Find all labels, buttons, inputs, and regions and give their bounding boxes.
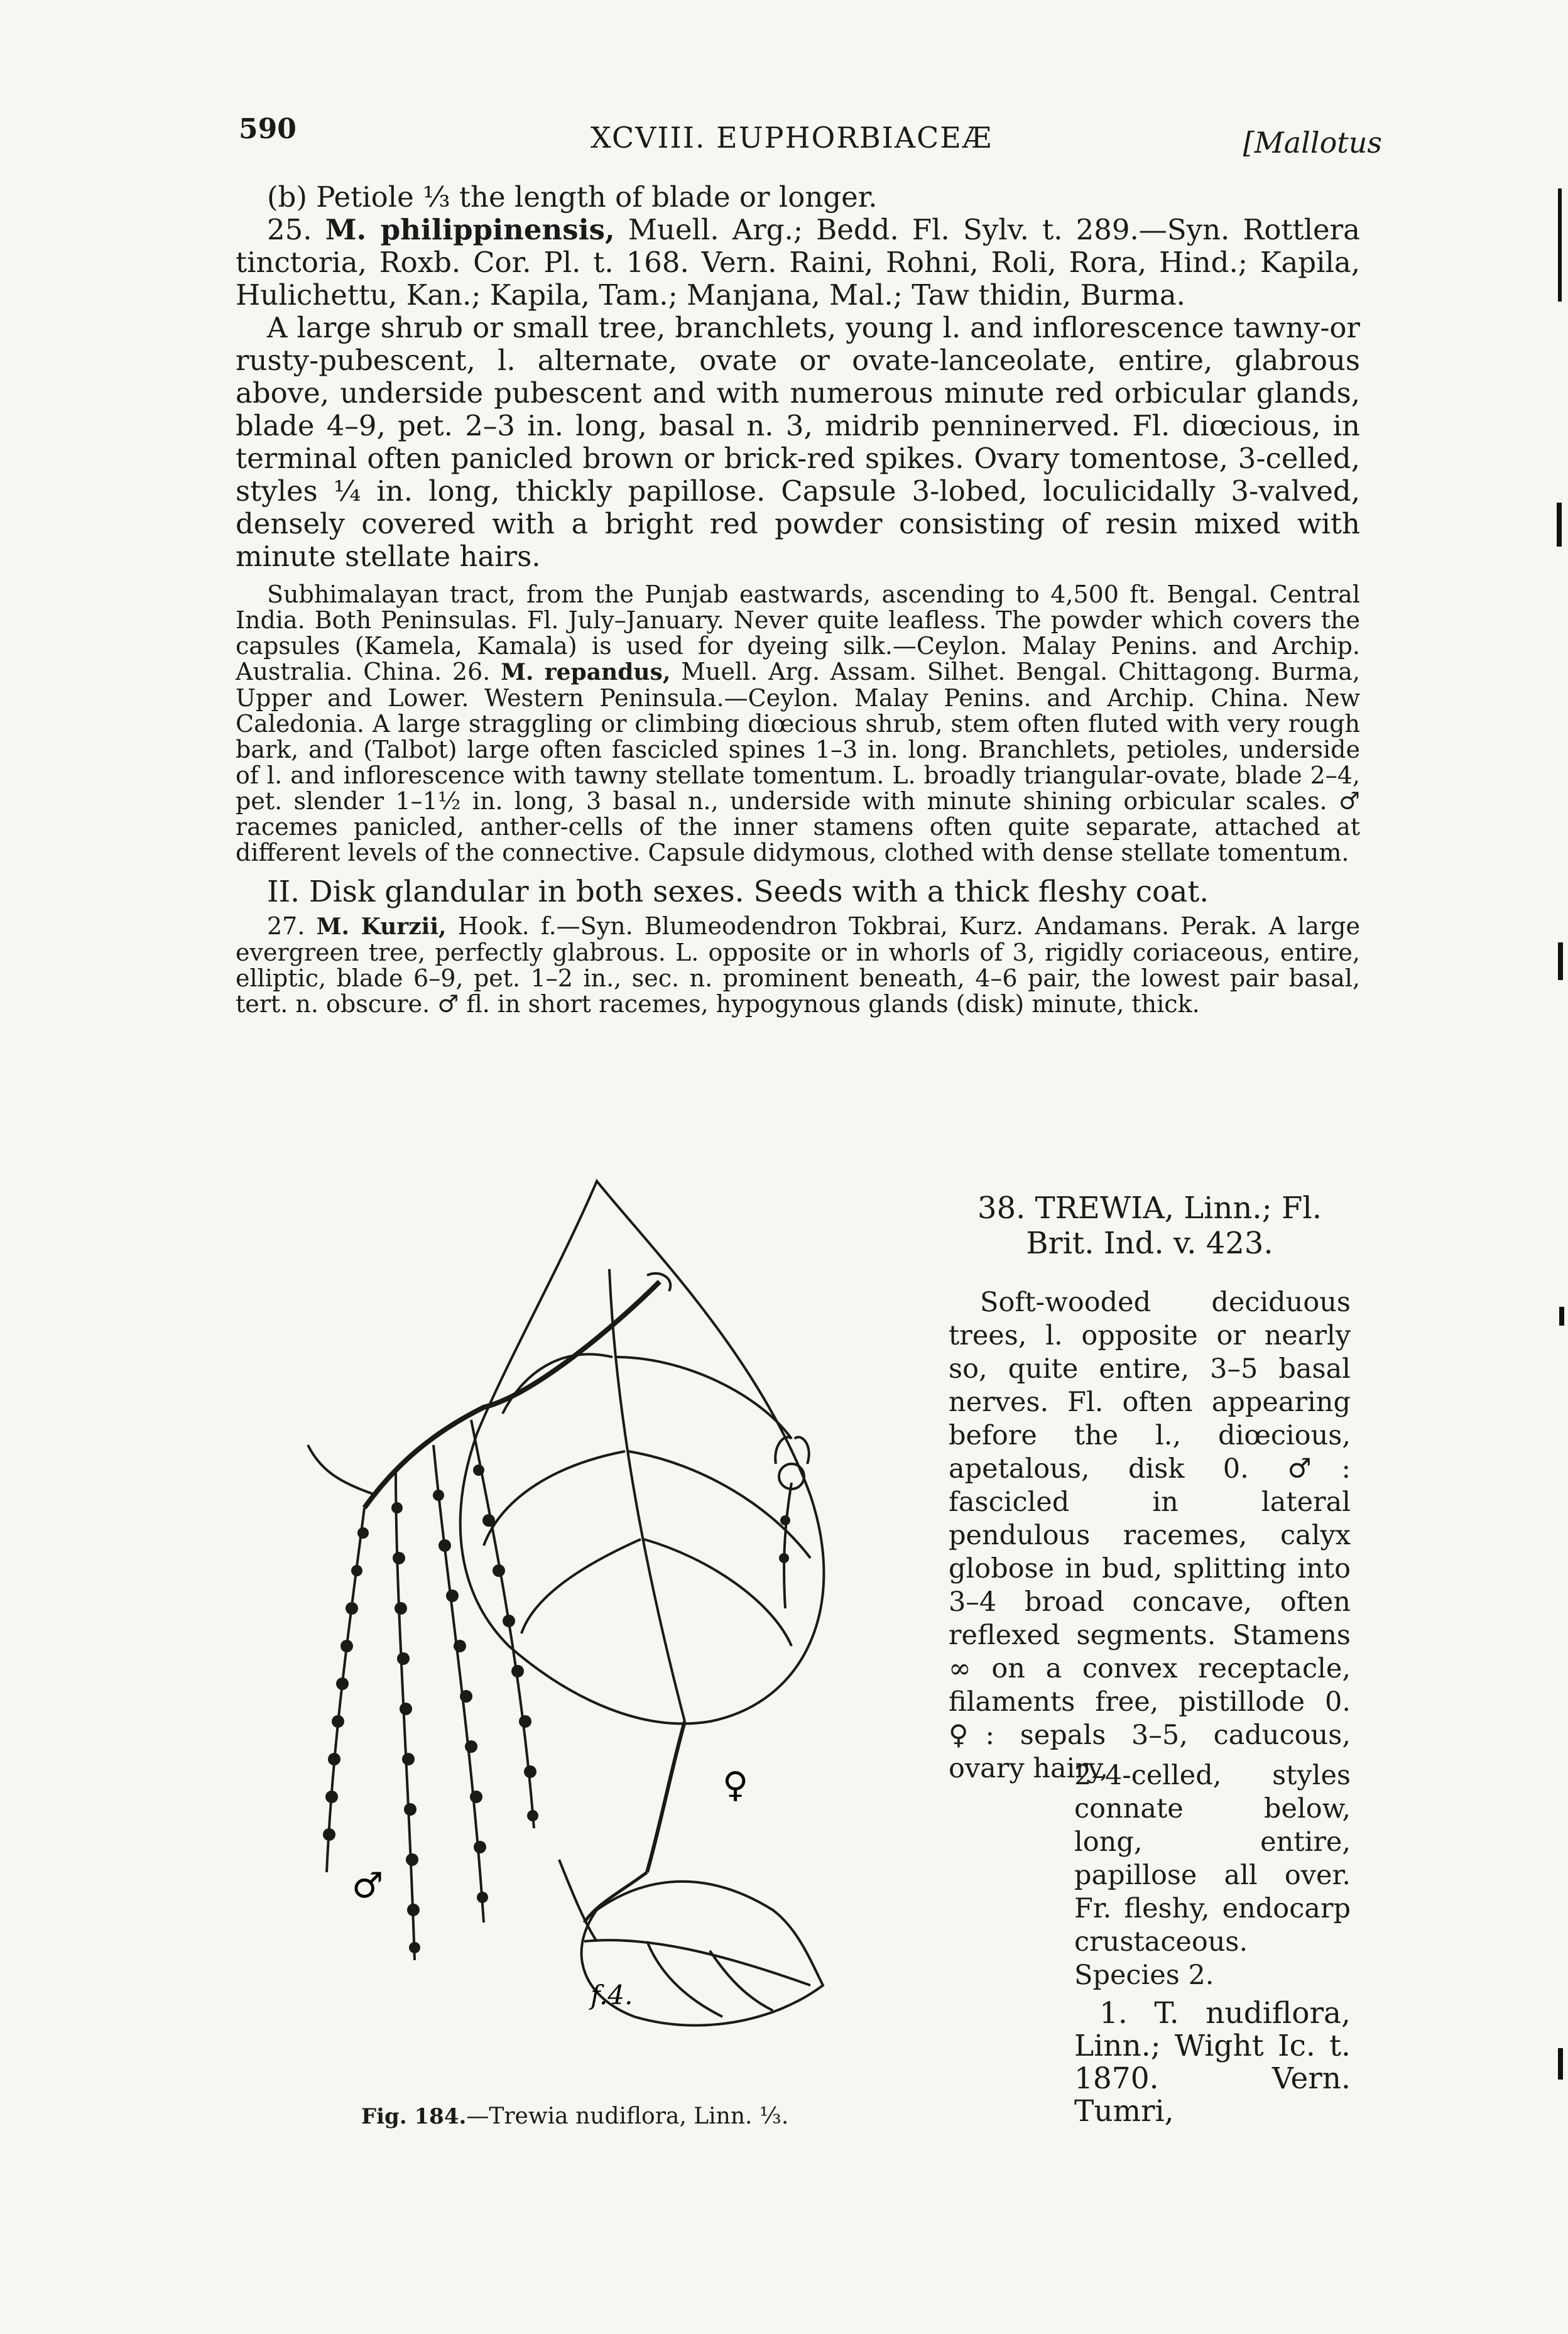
raceme-1 xyxy=(327,1508,364,1872)
species-27-entry xyxy=(236,913,1360,1017)
scan-edge-mark xyxy=(1559,1307,1564,1326)
genus-heading-line-1: 38. TREWIA, Linn.; Fl. xyxy=(977,1191,1322,1226)
scan-edge-mark xyxy=(1558,942,1563,980)
scan-edge-mark xyxy=(1558,2048,1563,2080)
trewia-species-1: 1. T. nudiflora, Linn.; Wight Ic. t. 1870. Vern. Tumri, xyxy=(1074,1996,1351,2129)
species-27-name: M. Kurzii, xyxy=(316,913,447,940)
species-number: 25. xyxy=(267,213,312,246)
species-synonymy: Muell. Arg.; Bedd. Fl. Sylv. t. 289.—Syn. Rottlera tinctoria, Roxb. Cor. Pl. t. 168. Vern. Raini, Rohni, Roli, Rora, Hind.; Kapila, Hulichettu, Kan.; Kapila, Tam.; Manjana, Mal.; Taw thidin, Burma. xyxy=(236,213,1360,312)
running-head: XCVIII. EUPHORBIACEÆ xyxy=(591,121,993,155)
artist-mark: f.4. xyxy=(591,1980,633,2010)
raceme-2 xyxy=(396,1470,415,1960)
genus-description-narrow xyxy=(1074,1759,1351,2128)
main-column-top xyxy=(236,181,1360,1017)
upper-leaf-midrib xyxy=(609,1269,685,1721)
genus-description: Soft-wooded deciduous trees, l. opposite or nearly so, quite entire, 3–5 basal nerves. Fl. often appearing before the l., diœcious, apetalous, disk 0. ♂: fascicled in lateral pendulous racemes, calyx globose in bud, splitting into 3–4 broad concave, often reflexed segments. Stamens ∞ on a convex receptacle, filaments free, pistillode 0. ♀: sepals 3–5, caducous, ovary hairy, xyxy=(949,1287,1351,1784)
distribution-text: Subhimalayan tract, from the Punjab eastwards, ascending to 4,500 ft. Bengal. Central India. Both Peninsulas. Fl. July–January. Never quite leafless. The powder which covers the capsules (Kamela, Kamala) is used for dyeing silk.—Ceylon. Malay Penins. and Archip. Australia. China. 26. xyxy=(236,581,1360,685)
section-ii-heading: II. Disk glandular in both sexes. Seeds with a thick fleshy coat. xyxy=(267,875,1209,909)
genus-description-cont: 2–4-celled, styles connate below, long, entire, papillose all over. Fr. fleshy, endocarp crustaceous. Species 2. xyxy=(1074,1760,1351,1991)
genus-heading-line-2: Brit. Ind. v. 423. xyxy=(1026,1226,1273,1261)
species-name: M. philippinensis, xyxy=(325,213,615,246)
section-b-heading: (b) Petiole ⅓ the length of blade or longer. xyxy=(267,180,878,214)
species-25-distribution xyxy=(236,582,1360,866)
species-25-entry xyxy=(236,214,1360,312)
female-flower-stalk xyxy=(784,1483,792,1608)
genus-trewia-block xyxy=(949,1191,1351,1786)
scan-edge-mark xyxy=(1557,503,1562,547)
raceme-dots xyxy=(323,1464,790,1953)
genus-tab: [Mallotus xyxy=(1243,126,1382,160)
page-number: 590 xyxy=(239,113,297,145)
branch xyxy=(364,1282,660,1508)
trewia-illustration xyxy=(207,1169,949,2098)
caption-text: —Trewia nudiflora, Linn. ⅓. xyxy=(466,2103,789,2129)
species-number: 27. xyxy=(267,912,305,940)
scan-edge-mark xyxy=(1558,188,1562,302)
male-symbol: ♂ xyxy=(352,1865,384,1906)
figure-caption xyxy=(361,2103,788,2129)
species-26-text: Muell. Arg. Assam. Silhet. Bengal. Chittagong. Burma, Upper and Lower. Western Peninsula.—Ceylon. Malay Penins. and Archip. China. New Caledonia. A large straggling or climbing diœcious shrub, stem often fluted with very rough bark, and (Talbot) large often fascicled spines 1–3 in. long. Branchlets, petioles, underside of l. and inflorescence with tawny stellate tomentum. L. broadly triangular-ovate, blade 2–4, pet. slender 1–1½ in. long, 3 basal n., underside with minute shining orbicular scales. ♂ racemes panicled, anther-cells of the inner stamens often quite separate, attached at different levels of the connective. Capsule didymous, clothed with dense stellate tomentum. xyxy=(236,658,1360,866)
species-26-name: M. repandus, xyxy=(501,659,671,685)
page-header xyxy=(239,113,1382,170)
female-symbol: ♀ xyxy=(722,1765,749,1806)
species-27-text: Hook. f.—Syn. Blumeodendron Tokbrai, Kurz. Andamans. Perak. A large evergreen tree, perfectly glabrous. L. opposite or in whorls of 3, rigidly coriaceous, entire, elliptic, blade 6–9, pet. 1–2 in., sec. n. prominent beneath, 4–6 pair, the lowest pair basal, tert. n. obscure. ♂ fl. in short racemes, hypogynous glands (disk) minute, thick. xyxy=(236,912,1360,1018)
species-25-description: A large shrub or small tree, branchlets, young l. and inflorescence tawny-or rusty-pubescent, l. alternate, ovate or ovate-lanceolate, entire, glabrous above, underside pubescent and with numerous minute red orbicular glands, blade 4–9, pet. 2–3 in. long, basal n. 3, midrib penninerved. Fl. diœcious, in terminal often panicled brown or brick-red spikes. Ovary tomentose, 3-celled, styles ¼ in. long, thickly papillose. Capsule 3-lobed, loculicidally 3-valved, densely covered with a bright red powder consisting of resin mixed with minute stellate hairs. xyxy=(236,311,1360,573)
upper-leaf-outline xyxy=(460,1181,824,1723)
caption-label: Fig. 184. xyxy=(361,2104,467,2129)
